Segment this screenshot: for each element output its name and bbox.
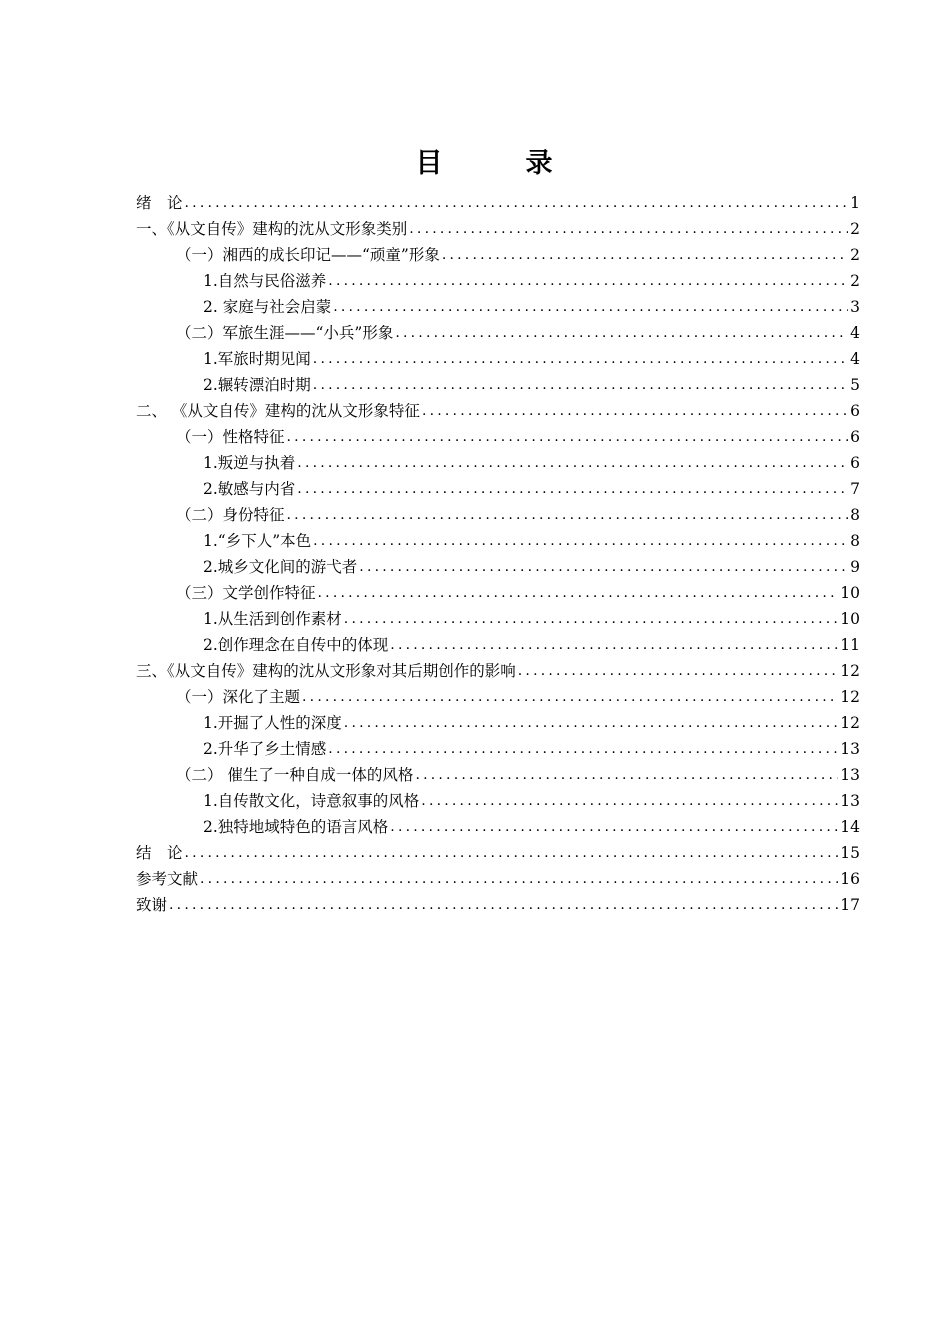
toc-entry-text: 绪 论 <box>136 194 183 212</box>
toc-dot-leader <box>287 424 849 450</box>
toc-entry-text: 2.城乡文化间的游弋者 <box>203 558 358 576</box>
toc-entry-text: （一）湘西的成长印记——“顽童”形象 <box>176 246 440 264</box>
toc-page-number: 2 <box>850 272 860 290</box>
toc-page-number: 1 <box>850 194 860 212</box>
toc-entry[interactable] <box>136 840 860 866</box>
toc-entry[interactable] <box>136 788 860 814</box>
toc-entry-text: （一）性格特征 <box>176 428 285 446</box>
toc-entry[interactable] <box>136 294 860 320</box>
toc-dot-leader <box>333 294 848 320</box>
toc-dot-leader <box>328 736 838 762</box>
toc-page-number: 13 <box>840 792 860 810</box>
page-title: 目 录 <box>415 148 581 179</box>
toc-entry-text: 1.自传散文化，诗意叙事的风格 <box>203 792 420 810</box>
toc-entry[interactable] <box>136 658 860 684</box>
toc-entry[interactable] <box>136 528 860 554</box>
toc-entry-text: 一、《从文自传》建构的沈从文形象类别 <box>136 220 408 238</box>
toc-dot-leader <box>313 346 848 372</box>
toc-dot-leader <box>200 866 838 892</box>
toc-entry-text: 2.辗转漂泊时期 <box>203 376 311 394</box>
toc-entry[interactable] <box>136 424 860 450</box>
toc-dot-leader <box>442 242 848 268</box>
toc-dot-leader <box>297 450 848 476</box>
toc-entry[interactable] <box>136 736 860 762</box>
toc-entry[interactable] <box>136 814 860 840</box>
toc-page-number: 12 <box>840 714 860 732</box>
toc-entry-text: 2.独特地域特色的语言风格 <box>203 818 389 836</box>
toc-page-number: 17 <box>840 896 860 914</box>
toc-dot-leader <box>302 684 838 710</box>
toc-dot-leader <box>297 476 848 502</box>
toc-entry-text: 二、 《从文自传》建构的沈从文形象特征 <box>136 402 420 420</box>
toc-entry[interactable] <box>136 866 860 892</box>
toc-page-number: 2 <box>850 246 860 264</box>
toc-entry[interactable] <box>136 684 860 710</box>
toc-dot-leader <box>328 268 848 294</box>
toc-entry-text: （三）文学创作特征 <box>176 584 316 602</box>
toc-entry-text: 1.从生活到创作素材 <box>203 610 342 628</box>
toc-entry-text: （二） 催生了一种自成一体的风格 <box>176 766 414 784</box>
toc-page-number: 6 <box>850 402 860 420</box>
toc-page-number: 12 <box>840 688 860 706</box>
toc-dot-leader <box>415 762 838 788</box>
table-of-contents <box>136 190 860 918</box>
toc-page-number: 10 <box>840 610 860 628</box>
toc-entry-text: 2.敏感与内省 <box>203 480 296 498</box>
toc-dot-leader <box>318 580 839 606</box>
toc-entry[interactable] <box>136 450 860 476</box>
toc-page-number: 13 <box>840 740 860 758</box>
toc-entry[interactable] <box>136 580 860 606</box>
toc-dot-leader <box>185 190 849 216</box>
toc-dot-leader <box>390 814 838 840</box>
toc-entry[interactable] <box>136 892 860 918</box>
toc-page-number: 12 <box>840 662 860 680</box>
toc-page-number: 10 <box>840 584 860 602</box>
toc-entry-text: 致谢 <box>136 896 168 914</box>
toc-entry[interactable] <box>136 762 860 788</box>
toc-dot-leader <box>422 398 848 424</box>
toc-dot-leader <box>518 658 839 684</box>
toc-dot-leader <box>395 320 848 346</box>
toc-page-number: 15 <box>840 844 860 862</box>
toc-page-number: 16 <box>840 870 860 888</box>
toc-page-number: 2 <box>850 220 860 238</box>
toc-entry-text: 1.军旅时期见闻 <box>203 350 311 368</box>
toc-dot-leader <box>313 528 848 554</box>
toc-page-number: 9 <box>850 558 860 576</box>
toc-entry-text: 1.“乡下人”本色 <box>203 532 312 550</box>
toc-dot-leader <box>421 788 838 814</box>
toc-entry[interactable] <box>136 372 860 398</box>
toc-page-number: 3 <box>850 298 860 316</box>
toc-entry-text: （一）深化了主题 <box>176 688 301 706</box>
toc-entry[interactable] <box>136 606 860 632</box>
toc-entry-text: （二）身份特征 <box>176 506 285 524</box>
toc-entry[interactable] <box>136 476 860 502</box>
toc-page-number: 7 <box>850 480 860 498</box>
toc-entry[interactable] <box>136 242 860 268</box>
toc-page-number: 6 <box>850 428 860 446</box>
toc-entry[interactable] <box>136 320 860 346</box>
toc-dot-leader <box>169 892 838 918</box>
toc-page-number: 11 <box>840 636 860 654</box>
toc-page-number: 8 <box>850 532 860 550</box>
toc-entry-text: 2.创作理念在自传中的体现 <box>203 636 389 654</box>
toc-page-number: 4 <box>850 350 860 368</box>
toc-entry[interactable] <box>136 632 860 658</box>
toc-dot-leader <box>313 372 848 398</box>
toc-page-number: 13 <box>840 766 860 784</box>
toc-entry-text: （二）军旅生涯——“小兵”形象 <box>176 324 394 342</box>
toc-entry[interactable] <box>136 216 860 242</box>
toc-dot-leader <box>344 606 838 632</box>
toc-entry-text: 1.自然与民俗滋养 <box>203 272 327 290</box>
toc-entry-text: 参考文献 <box>136 870 199 888</box>
toc-entry-text: 三、《从文自传》建构的沈从文形象对其后期创作的影响 <box>136 662 516 680</box>
toc-page-number: 4 <box>850 324 860 342</box>
toc-entry-text: 1.叛逆与执着 <box>203 454 296 472</box>
toc-entry[interactable] <box>136 346 860 372</box>
toc-entry[interactable] <box>136 710 860 736</box>
toc-entry-text: 1.开掘了人性的深度 <box>203 714 342 732</box>
toc-entry[interactable] <box>136 268 860 294</box>
toc-page-number: 5 <box>850 376 860 394</box>
toc-dot-leader <box>409 216 848 242</box>
toc-page-number: 8 <box>850 506 860 524</box>
toc-dot-leader <box>287 502 849 528</box>
toc-entry[interactable] <box>136 554 860 580</box>
toc-dot-leader <box>185 840 839 866</box>
toc-entry[interactable] <box>136 502 860 528</box>
toc-page-number: 14 <box>840 818 860 836</box>
toc-page-number: 6 <box>850 454 860 472</box>
toc-dot-leader <box>359 554 848 580</box>
toc-entry-text: 结 论 <box>136 844 183 862</box>
toc-entry-text: 2.升华了乡土情感 <box>203 740 327 758</box>
toc-dot-leader <box>344 710 838 736</box>
toc-entry-text: 2. 家庭与社会启蒙 <box>203 298 332 316</box>
toc-entry[interactable] <box>136 190 860 216</box>
toc-dot-leader <box>390 632 838 658</box>
toc-entry[interactable] <box>136 398 860 424</box>
